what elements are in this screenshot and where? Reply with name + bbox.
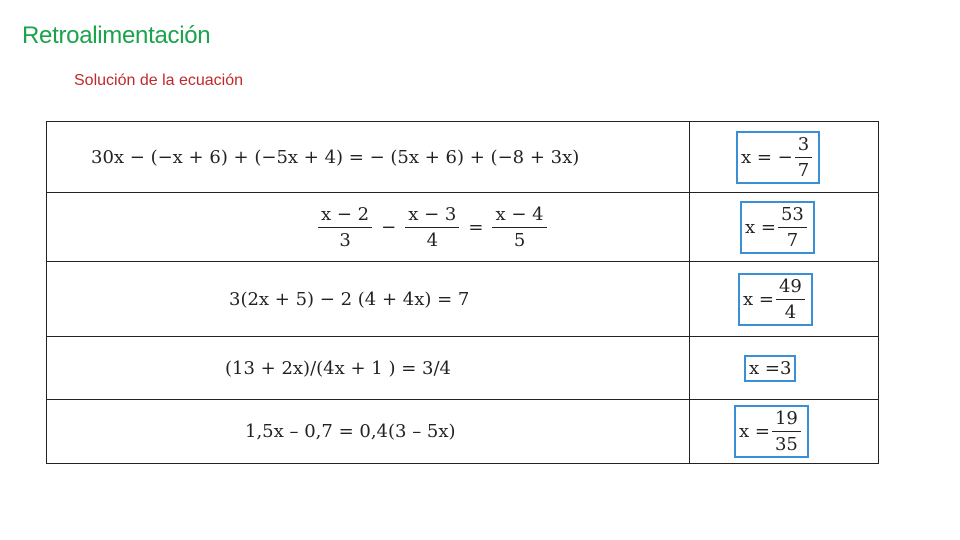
solution-box: x =3 <box>744 355 796 382</box>
solution-lhs: x = <box>743 288 774 310</box>
fraction-denominator: 3 <box>339 229 351 251</box>
fraction-2 <box>405 204 459 251</box>
page-title: Retroalimentación <box>22 22 211 49</box>
solution-box <box>734 405 809 458</box>
fraction-numerator: x − 3 <box>405 204 459 228</box>
fraction-numerator: x − 4 <box>492 204 546 228</box>
equation-cell <box>47 337 690 400</box>
equation-text: 1,5x – 0,7 = 0,4(3 – 5x) <box>245 421 456 442</box>
solution-box <box>736 131 820 184</box>
fraction-denominator: 7 <box>786 229 799 251</box>
table-row <box>47 400 879 464</box>
solution-cell <box>690 400 879 464</box>
fraction-numerator: 49 <box>776 276 805 300</box>
operator: − <box>381 216 397 238</box>
solution-fraction <box>772 408 801 455</box>
fraction-denominator: 4 <box>784 301 797 323</box>
table-row <box>47 337 879 400</box>
solution-fraction <box>795 134 812 181</box>
equations-table <box>46 121 879 464</box>
solution-fraction <box>776 276 805 323</box>
operator: = <box>468 216 484 238</box>
equation-cell <box>47 193 690 262</box>
solution-box <box>740 201 815 254</box>
table-row <box>47 262 879 337</box>
equation-cell <box>47 122 690 193</box>
equation-text: 30x − (−x + 6) + (−5x + 4) = − (5x + 6) + (−8 + 3x) <box>91 146 580 168</box>
solution-fraction <box>778 204 807 251</box>
equation-cell <box>47 262 690 337</box>
solution-cell <box>690 122 879 193</box>
equation-text: (13 + 2x)/(4x + 1 ) = 3/4 <box>225 357 451 379</box>
fraction-numerator: x − 2 <box>318 204 372 228</box>
solution-cell <box>690 193 879 262</box>
solution-lhs: x = <box>745 216 776 238</box>
fraction-numerator: 3 <box>795 134 812 158</box>
fraction-numerator: 19 <box>772 408 801 432</box>
fraction-denominator: 35 <box>774 434 798 455</box>
table-row <box>47 193 879 262</box>
fraction-denominator: 4 <box>426 229 439 251</box>
fraction-denominator: 5 <box>513 229 526 251</box>
fraction-equation <box>47 204 689 251</box>
solution-lhs: x = <box>739 421 770 442</box>
solution-lhs: x = − <box>741 146 793 168</box>
solution-box <box>738 273 813 326</box>
fraction-denominator: 7 <box>797 159 810 181</box>
solution-cell <box>690 262 879 337</box>
equation-text: 3(2x + 5) − 2 (4 + 4x) = 7 <box>229 288 470 310</box>
page-subtitle: Solución de la ecuación <box>74 72 244 89</box>
fraction-3 <box>492 204 546 251</box>
fraction-1 <box>318 204 372 251</box>
solution-cell <box>690 337 879 400</box>
table-row <box>47 122 879 193</box>
equation-cell <box>47 400 690 464</box>
fraction-numerator: 53 <box>778 204 807 228</box>
